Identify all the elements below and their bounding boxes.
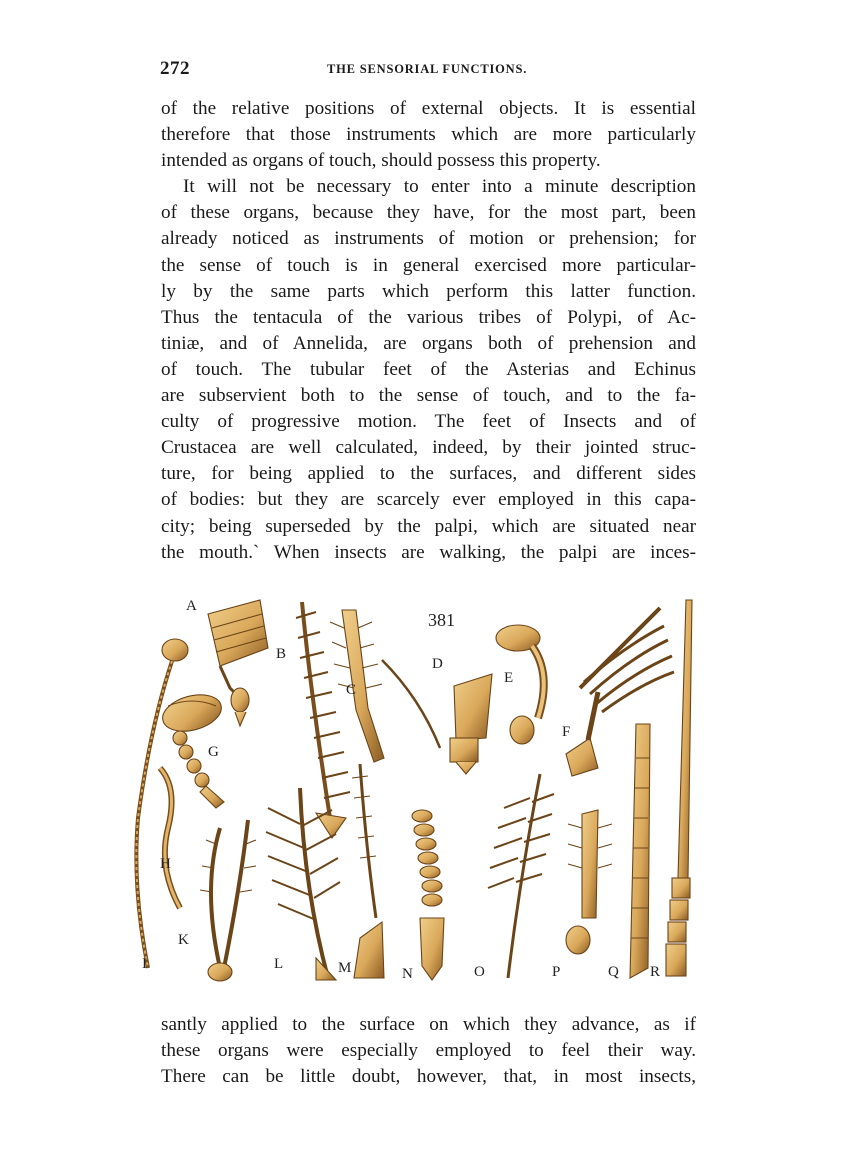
- figure-label-a: A: [186, 598, 197, 614]
- antenna-f: [566, 608, 674, 776]
- figure-label-m: M: [338, 960, 352, 976]
- text-line: It will not be necessary to enter into a minute description: [183, 176, 696, 198]
- text-line: of these organs, because they have, for the most part, been: [161, 202, 696, 224]
- figure-label-b: B: [276, 646, 287, 662]
- figure-number: 381: [428, 610, 455, 630]
- text-line: already noticed as instruments of motion or prehension; for: [161, 228, 696, 250]
- figure-label-e: E: [504, 670, 514, 686]
- figure-label-n: N: [402, 966, 413, 982]
- figure-label-f: F: [562, 724, 571, 740]
- text-line: ture, for being applied to the surfaces, and different sides: [161, 463, 696, 485]
- body-text-bottom: [161, 1012, 696, 1090]
- text-line: culty of progressive motion. The feet of Insects and of: [161, 411, 696, 433]
- page-header: [160, 58, 695, 84]
- figure-label-k: K: [178, 932, 189, 948]
- body-text-top: [161, 96, 696, 566]
- text-line: are subservient both to the sense of touch, and to the fa-: [161, 385, 696, 407]
- figure-label-q: Q: [608, 964, 619, 980]
- antenna-d: [382, 660, 492, 774]
- text-line: of bodies: but they are scarcely ever employed in this capa-: [161, 489, 696, 511]
- text-line: intended as organs of touch, should possess this property.: [161, 150, 601, 172]
- text-line: santly applied to the surface on which they advance, as if: [161, 1014, 696, 1035]
- antenna-p: [566, 810, 612, 954]
- figure-label-g: G: [208, 744, 219, 760]
- text-line: these organs were especially employed to feel their way.: [161, 1040, 696, 1062]
- antennae-figure: [120, 588, 700, 993]
- antenna-b: [296, 602, 350, 838]
- text-line: therefore that those instruments which are more particularly: [161, 124, 696, 146]
- figure-label-r: R: [650, 964, 661, 980]
- figure-label-d: D: [432, 656, 443, 672]
- text-line: of touch. The tubular feet of the Asterias and Echinus: [161, 358, 696, 380]
- antenna-c: [330, 610, 384, 762]
- text-line: the mouth.` When insects are walking, the palpi are inces-: [161, 541, 696, 563]
- antenna-q: [630, 724, 650, 978]
- figure-label-h: H: [160, 856, 171, 872]
- antennae-illustration: [120, 588, 700, 993]
- text-line: city; being superseded by the palpi, which are situated near: [161, 515, 696, 537]
- antenna-n: [412, 810, 444, 980]
- text-line: Thus the tentacula of the various tribes of Polypi, of Ac-: [161, 306, 696, 328]
- figure-label-i: I: [142, 956, 147, 972]
- figure-label-p: P: [552, 964, 561, 980]
- text-line: Crustacea are well calculated, indeed, by their jointed struc-: [161, 437, 696, 459]
- antenna-m: [352, 764, 384, 978]
- antenna-i: [136, 639, 188, 968]
- figure-label-l: L: [274, 956, 284, 972]
- text-line: There can be little doubt, however, that, in most insects,: [161, 1066, 696, 1088]
- page-number: 272: [160, 58, 190, 79]
- text-line: the sense of touch is in general exercised more particular-: [161, 254, 696, 276]
- text-line: of the relative positions of external objects. It is essential: [161, 98, 696, 119]
- figure-label-o: O: [474, 964, 485, 980]
- text-line: ly by the same parts which perform this latter function.: [161, 280, 696, 302]
- text-line: tiniæ, and of Annelida, are organs both of prehension and: [161, 332, 696, 354]
- antenna-h: [160, 768, 180, 908]
- antenna-k: [200, 820, 256, 981]
- figure-label-c: C: [346, 682, 357, 698]
- antenna-o: [488, 774, 554, 978]
- running-head: THE SENSORIAL FUNCTIONS.: [327, 62, 528, 76]
